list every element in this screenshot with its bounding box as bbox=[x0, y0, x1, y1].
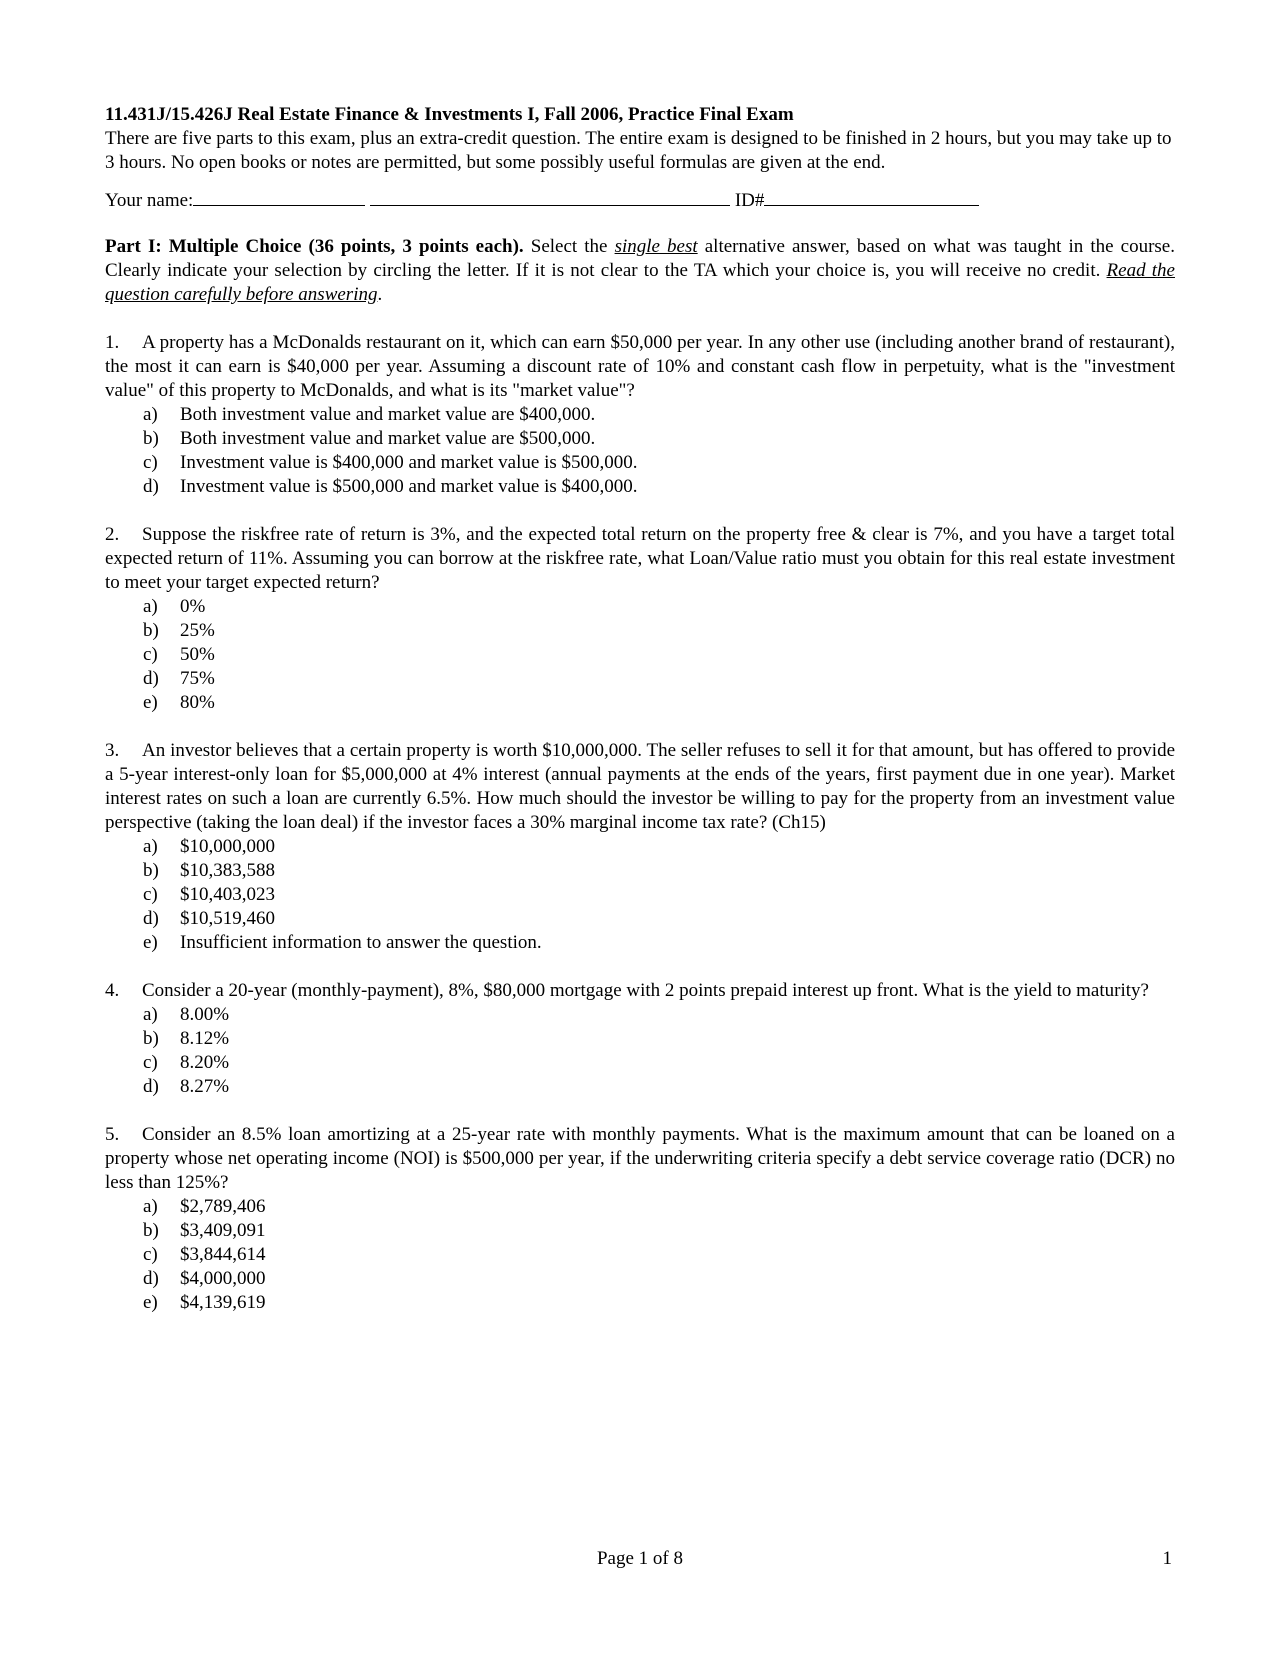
option-letter[interactable]: a) bbox=[143, 1004, 158, 1025]
id-label: ID# bbox=[734, 190, 765, 211]
question-5 bbox=[105, 1123, 1175, 1315]
name-blank-first[interactable] bbox=[193, 187, 365, 206]
option-text: 50% bbox=[180, 644, 215, 665]
question-stem bbox=[105, 1123, 1175, 1195]
option-text: Both investment value and market value are $500,000. bbox=[180, 428, 596, 449]
question-stem bbox=[105, 523, 1175, 595]
option-text: $4,000,000 bbox=[180, 1268, 266, 1289]
page-footer-label: Page 1 of 8 bbox=[596, 1548, 683, 1569]
option-text: 80% bbox=[180, 692, 215, 713]
answer-option[interactable] bbox=[105, 931, 1175, 955]
question-3 bbox=[105, 739, 1175, 955]
option-letter[interactable]: c) bbox=[143, 1244, 158, 1265]
option-letter[interactable]: c) bbox=[143, 644, 158, 665]
id-blank[interactable] bbox=[764, 187, 979, 206]
option-text: Insufficient information to answer the question. bbox=[180, 932, 542, 953]
question-4 bbox=[105, 979, 1175, 1099]
option-text: Both investment value and market value are $400,000. bbox=[180, 404, 596, 425]
option-letter[interactable]: c) bbox=[143, 452, 158, 473]
option-text: Investment value is $500,000 and market value is $400,000. bbox=[180, 476, 638, 497]
answer-options bbox=[105, 403, 1175, 499]
option-text: $10,403,023 bbox=[180, 884, 275, 905]
part1-single-best: single best bbox=[614, 236, 698, 257]
answer-options bbox=[105, 835, 1175, 955]
question-number: 3. bbox=[105, 740, 120, 761]
part1-title: Part I: Multiple Choice (36 points, 3 points each). bbox=[105, 236, 524, 257]
answer-option[interactable] bbox=[105, 1291, 1175, 1315]
option-letter[interactable]: d) bbox=[143, 668, 159, 689]
option-text: 0% bbox=[180, 596, 206, 617]
option-letter[interactable]: c) bbox=[143, 1052, 158, 1073]
option-text: $3,409,091 bbox=[180, 1220, 266, 1241]
part1-text-end: . bbox=[377, 284, 383, 305]
question-2 bbox=[105, 523, 1175, 715]
option-letter[interactable]: d) bbox=[143, 1076, 159, 1097]
option-letter[interactable]: b) bbox=[143, 860, 159, 881]
answer-option[interactable] bbox=[105, 1195, 1175, 1219]
option-letter[interactable]: c) bbox=[143, 884, 158, 905]
answer-option[interactable] bbox=[105, 667, 1175, 691]
answer-option[interactable] bbox=[105, 1219, 1175, 1243]
option-text: $10,000,000 bbox=[180, 836, 275, 857]
question-text: An investor believes that a certain property is worth $10,000,000. The seller refuses to sell it for that amount, but has offered to provide a 5-year interest-only loan for $5,000,000 at 4% interest (annual payments at the ends of the years, first payment due in one year). Market interest rates on such a loan are currently 6.5%. How much should the investor be willing to pay for the property from an investment value perspective (taking the loan deal) if the investor faces a 30% marginal income tax rate? (Ch15) bbox=[105, 740, 1175, 833]
option-text: 25% bbox=[180, 620, 215, 641]
answer-option[interactable] bbox=[105, 1267, 1175, 1291]
question-stem bbox=[105, 331, 1175, 403]
name-id-line bbox=[105, 187, 1175, 213]
option-letter[interactable]: a) bbox=[143, 1196, 158, 1217]
option-letter[interactable]: d) bbox=[143, 476, 159, 497]
exam-title: 11.431J/15.426J Real Estate Finance & Investments I, Fall 2006, Practice Final Exam bbox=[105, 104, 794, 125]
option-letter[interactable]: b) bbox=[143, 1028, 159, 1049]
question-1 bbox=[105, 331, 1175, 499]
answer-option[interactable] bbox=[105, 691, 1175, 715]
exam-intro: There are five parts to this exam, plus an extra-credit question. The entire exam is designed to be finished in 2 hours, but you may take up to 3 hours. No open books or notes are permitted, but some possibly useful formulas are given at the end. bbox=[105, 128, 1172, 173]
answer-option[interactable] bbox=[105, 883, 1175, 907]
part1-text-b: alternative answer, based on what was taught in the course. Clearly indicate your selection by circling the letter. If it is not clear to the TA which your choice is, you will receive no credit. bbox=[105, 236, 1175, 281]
name-blank-last[interactable] bbox=[370, 187, 730, 206]
option-letter[interactable]: a) bbox=[143, 596, 158, 617]
answer-option[interactable] bbox=[105, 1075, 1175, 1099]
option-letter[interactable]: e) bbox=[143, 1292, 158, 1313]
option-letter[interactable]: e) bbox=[143, 692, 158, 713]
question-number: 4. bbox=[105, 980, 120, 1001]
question-number: 1. bbox=[105, 332, 120, 353]
option-text: $3,844,614 bbox=[180, 1244, 266, 1265]
option-letter[interactable]: d) bbox=[143, 1268, 159, 1289]
answer-option[interactable] bbox=[105, 1051, 1175, 1075]
option-letter[interactable]: e) bbox=[143, 932, 158, 953]
answer-option[interactable] bbox=[105, 907, 1175, 931]
answer-option[interactable] bbox=[105, 619, 1175, 643]
option-letter[interactable]: d) bbox=[143, 908, 159, 929]
answer-option[interactable] bbox=[105, 1003, 1175, 1027]
part1-read-carefully: Read the question carefully before answering bbox=[105, 260, 1175, 305]
answer-option[interactable] bbox=[105, 475, 1175, 499]
option-letter[interactable]: a) bbox=[143, 404, 158, 425]
answer-option[interactable] bbox=[105, 595, 1175, 619]
option-letter[interactable]: b) bbox=[143, 620, 159, 641]
option-text: 8.00% bbox=[180, 1004, 230, 1025]
question-text: Suppose the riskfree rate of return is 3%, and the expected total return on the property free & clear is 7%, and you have a target total expected return of 11%. Assuming you can borrow at the riskfree rate, what Loan/Value ratio must you obtain for this real estate investment to meet your target expected return? bbox=[105, 524, 1175, 593]
option-text: 8.12% bbox=[180, 1028, 230, 1049]
option-text: $10,519,460 bbox=[180, 908, 275, 929]
answer-option[interactable] bbox=[105, 1027, 1175, 1051]
option-text: $10,383,588 bbox=[180, 860, 275, 881]
question-text: A property has a McDonalds restaurant on it, which can earn $50,000 per year. In any other use (including another brand of restaurant), the most it can earn is $40,000 per year. Assuming a discount rate of 10% and constant cash flow in perpetuity, what is the "investment value" of this property to McDonalds, and what is its "market value"? bbox=[105, 332, 1175, 401]
option-letter[interactable]: a) bbox=[143, 836, 158, 857]
answer-option[interactable] bbox=[105, 451, 1175, 475]
answer-option[interactable] bbox=[105, 835, 1175, 859]
answer-options bbox=[105, 1195, 1175, 1315]
questions-list bbox=[105, 331, 1175, 1315]
option-text: 75% bbox=[180, 668, 215, 689]
question-text: Consider an 8.5% loan amortizing at a 25-year rate with monthly payments. What is the maximum amount that can be loaned on a property whose net operating income (NOI) is $500,000 per year, if the underwriting criteria specify a debt service coverage ratio (DCR) no less than 125%? bbox=[105, 1124, 1175, 1193]
option-text: 8.20% bbox=[180, 1052, 230, 1073]
option-text: 8.27% bbox=[180, 1076, 230, 1097]
option-letter[interactable]: b) bbox=[143, 428, 159, 449]
option-text: $4,139,619 bbox=[180, 1292, 266, 1313]
question-stem bbox=[105, 979, 1175, 1003]
option-text: Investment value is $400,000 and market value is $500,000. bbox=[180, 452, 638, 473]
exam-page bbox=[105, 103, 1175, 1315]
question-number: 2. bbox=[105, 524, 120, 545]
option-letter[interactable]: b) bbox=[143, 1220, 159, 1241]
part1-text-a: Select the bbox=[523, 236, 615, 257]
question-number: 5. bbox=[105, 1124, 120, 1145]
option-text: $2,789,406 bbox=[180, 1196, 266, 1217]
answer-option[interactable] bbox=[105, 427, 1175, 451]
page-number: 1 bbox=[1162, 1548, 1172, 1569]
answer-option[interactable] bbox=[105, 1243, 1175, 1267]
question-stem bbox=[105, 739, 1175, 835]
answer-options bbox=[105, 1003, 1175, 1099]
answer-option[interactable] bbox=[105, 859, 1175, 883]
answer-option[interactable] bbox=[105, 643, 1175, 667]
answer-option[interactable] bbox=[105, 403, 1175, 427]
answer-options bbox=[105, 595, 1175, 715]
name-label: Your name: bbox=[105, 190, 194, 211]
question-text: Consider a 20-year (monthly-payment), 8%, $80,000 mortgage with 2 points prepaid interest up front. What is the yield to maturity? bbox=[142, 980, 1149, 1001]
part1-heading bbox=[105, 235, 1175, 307]
